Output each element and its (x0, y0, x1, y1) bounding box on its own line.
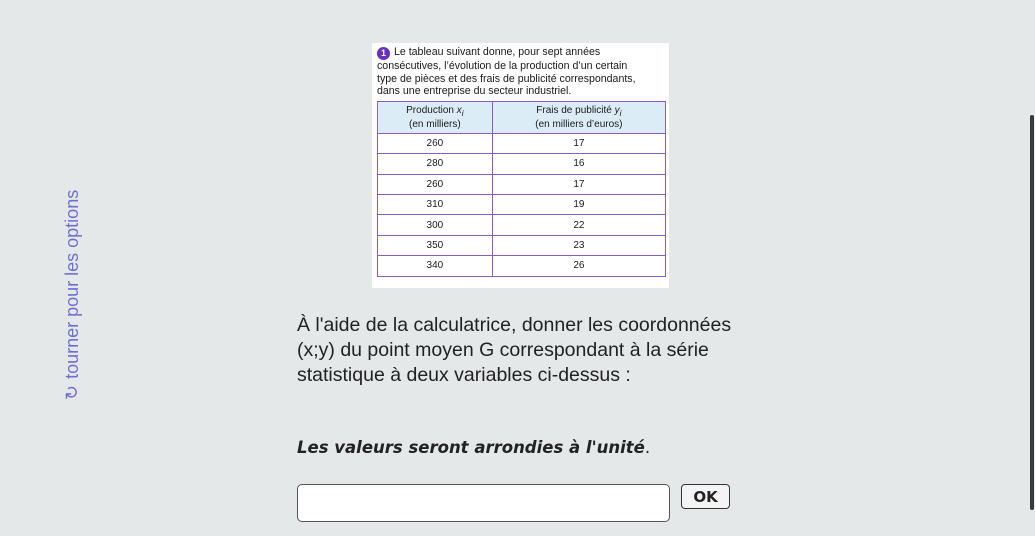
cell-production: 310 (378, 194, 493, 214)
header-var: x (456, 104, 462, 116)
cell-production: 280 (378, 154, 493, 174)
intro-line: consécutives, l’évolution de la production d’un certain (377, 60, 628, 72)
rotate-hint-label: tourner pour les options (62, 189, 82, 379)
header-label: Production (406, 104, 454, 116)
cell-production: 350 (378, 235, 493, 255)
table-header-row (378, 101, 666, 133)
ok-button[interactable]: OK (681, 484, 730, 509)
header-subscript: i (461, 107, 464, 118)
data-table (377, 101, 666, 277)
rounding-note-suffix: . (644, 438, 651, 457)
cell-frais: 26 (492, 256, 665, 276)
cell-frais: 19 (492, 194, 665, 214)
rounding-note (297, 438, 650, 457)
intro-line (377, 46, 665, 60)
intro-line-text: Le tableau suivant donne, pour sept années (394, 46, 601, 58)
table-row (378, 174, 666, 194)
rotate-hint[interactable] (62, 190, 83, 400)
header-subscript: i (619, 107, 622, 118)
cell-frais: 23 (492, 235, 665, 255)
header-frais (492, 101, 665, 133)
cell-production: 260 (378, 174, 493, 194)
rounding-note-emphasis: Les valeurs seront arrondies à l'unité (297, 438, 645, 457)
rotate-icon: ↻ (62, 384, 82, 400)
cell-frais: 16 (492, 154, 665, 174)
table-row (378, 256, 666, 276)
intro-line: dans une entreprise du secteur industriel. (377, 85, 572, 98)
table-row (378, 235, 666, 255)
cell-production: 300 (378, 215, 493, 235)
answer-input[interactable] (297, 484, 670, 522)
question-line: statistique à deux variables ci-dessus : (297, 364, 631, 386)
exercise-image (372, 43, 669, 288)
header-unit: (en milliers) (409, 118, 461, 130)
exercise-intro (377, 46, 665, 98)
scrollbar-thumb[interactable] (1030, 115, 1034, 510)
cell-frais: 17 (492, 133, 665, 153)
cell-production: 340 (378, 256, 493, 276)
intro-line: type de pièces et des frais de publicité correspondants, (377, 72, 636, 85)
table-row (378, 194, 666, 214)
cell-frais: 17 (492, 174, 665, 194)
scrollbar[interactable] (1029, 0, 1035, 536)
header-label: Frais de publicité (536, 104, 612, 116)
header-unit: (en milliers d’euros) (535, 118, 623, 130)
table-row (378, 215, 666, 235)
question-line: (x;y) du point moyen G correspondant à la série (297, 339, 709, 361)
question-text (297, 313, 767, 388)
exercise-number-badge: 1 (377, 47, 390, 60)
table-row (378, 133, 666, 153)
cell-production: 260 (378, 133, 493, 153)
cell-frais: 22 (492, 215, 665, 235)
header-production (378, 101, 493, 133)
table-row (378, 154, 666, 174)
question-line: À l'aide de la calculatrice, donner les coordonnées (297, 314, 732, 336)
header-var: y (614, 104, 620, 116)
